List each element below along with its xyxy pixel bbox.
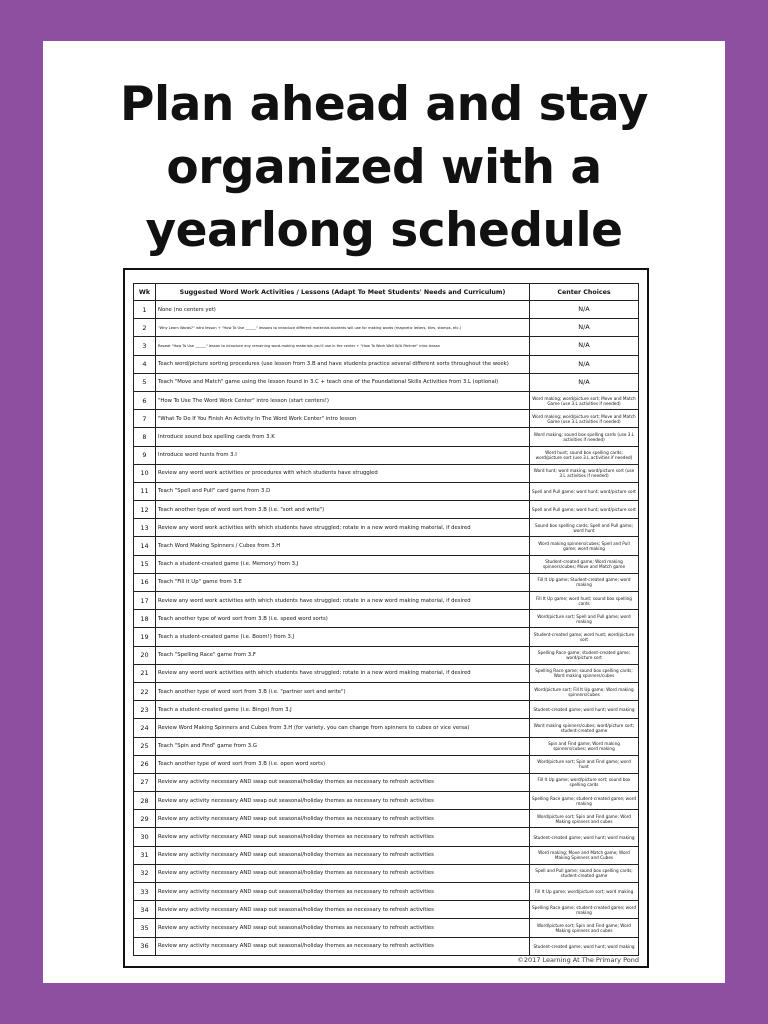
- activity-cell: Teach a student-created game (i.e. Boom!) from 3.J: [156, 628, 530, 646]
- center-choices-cell: Word making; word/picture sort; Move and Match Game (use 3.L activities if needed): [530, 410, 639, 428]
- table-row: [134, 773, 639, 791]
- headline-line-1: Plan ahead and stay: [120, 77, 648, 132]
- center-choices-cell: Student-created game; word hunt; word making: [530, 828, 639, 846]
- week-number: 27: [134, 773, 156, 791]
- center-choices-cell: Word/picture sort; Spin and Find game; Word Making spinners and cubes: [530, 919, 639, 937]
- headline-line-3: yearlong schedule: [145, 203, 623, 258]
- headline-line-2: organized with a: [166, 140, 602, 195]
- table-row: [134, 937, 639, 955]
- activity-cell: Review any activity necessary AND swap out seasonal/holiday themes as necessary to refresh activities: [156, 864, 530, 882]
- copyright-footer: ©2017 Learning At The Primary Pond: [517, 956, 639, 964]
- activity-cell: Review any word work activities or procedures with which students have struggled: [156, 464, 530, 482]
- week-number: 23: [134, 701, 156, 719]
- activity-cell: "What To Do If You Finish An Activity In The Word Work Center" intro lesson: [156, 410, 530, 428]
- activity-cell: Review any activity necessary AND swap out seasonal/holiday themes as necessary to refresh activities: [156, 901, 530, 919]
- center-choices-cell: N/A: [530, 319, 639, 337]
- week-number: 10: [134, 464, 156, 482]
- activity-cell: Repeat "How To Use ______" lesson to introduce any remaining word-making materials you'll use in the center + "How To Work Well W/A Partner" intro lesson: [156, 337, 530, 355]
- table-row: [134, 355, 639, 373]
- activity-cell: None (no centers yet): [156, 301, 530, 319]
- table-row: [134, 646, 639, 664]
- week-number: 30: [134, 828, 156, 846]
- table-row: [134, 410, 639, 428]
- week-number: 34: [134, 901, 156, 919]
- week-number: 36: [134, 937, 156, 955]
- center-choices-cell: Spell and Pull game; word hunt; word/picture sort: [530, 482, 639, 500]
- table-row: [134, 864, 639, 882]
- week-number: 2: [134, 319, 156, 337]
- table-row: [134, 391, 639, 409]
- activity-cell: Review any activity necessary AND swap out seasonal/holiday themes as necessary to refresh activities: [156, 773, 530, 791]
- center-choices-cell: Spell and Pull game; word hunt; word/picture sort: [530, 501, 639, 519]
- header-center-choices: Center Choices: [530, 284, 639, 301]
- week-number: 18: [134, 610, 156, 628]
- center-choices-cell: Spin and Find game; Word making spinners/cubes; word making: [530, 737, 639, 755]
- center-choices-cell: Word/picture sort; Fill It Up game; Word making spinners/cubes: [530, 682, 639, 700]
- activity-cell: Review any activity necessary AND swap out seasonal/holiday themes as necessary to refresh activities: [156, 828, 530, 846]
- table-row: [134, 901, 639, 919]
- center-choices-cell: Spelling Race game; student-created game; word making: [530, 901, 639, 919]
- week-number: 35: [134, 919, 156, 937]
- center-choices-cell: Word making; Move and Match game; Word Making Spinners and Cubes: [530, 846, 639, 864]
- week-number: 14: [134, 537, 156, 555]
- center-choices-cell: N/A: [530, 337, 639, 355]
- center-choices-cell: Word making; sound box spelling cards (use 3.L activities if needed): [530, 428, 639, 446]
- activity-cell: Teach "Fill It Up" game from 3.E: [156, 573, 530, 591]
- center-choices-cell: Word making spinners/cubes; Spell and Pull game; word making: [530, 537, 639, 555]
- week-number: 3: [134, 337, 156, 355]
- week-number: 8: [134, 428, 156, 446]
- week-number: 4: [134, 355, 156, 373]
- activity-cell: Teach "Spelling Race" game from 3.F: [156, 646, 530, 664]
- table-row: [134, 537, 639, 555]
- table-row: [134, 792, 639, 810]
- week-number: 15: [134, 555, 156, 573]
- activity-cell: Teach another type of word sort from 3.B (i.e. "sort and write"): [156, 501, 530, 519]
- activity-cell: Review any activity necessary AND swap out seasonal/holiday themes as necessary to refresh activities: [156, 883, 530, 901]
- activity-cell: Review Word Making Spinners and Cubes from 3.H (for variety, you can change from spinners to cubes or vice versa): [156, 719, 530, 737]
- table-row: [134, 828, 639, 846]
- activity-cell: Teach Word Making Spinners / Cubes from 3.H: [156, 537, 530, 555]
- table-row: [134, 301, 639, 319]
- activity-cell: Teach another type of word sort from 3.B (i.e. open word sorts): [156, 755, 530, 773]
- table-row: [134, 519, 639, 537]
- header-week: Wk: [134, 284, 156, 301]
- activity-cell: Review any activity necessary AND swap out seasonal/holiday themes as necessary to refresh activities: [156, 810, 530, 828]
- schedule-table: [133, 283, 639, 956]
- center-choices-cell: Spelling Race game; student-created game; word/picture sort: [530, 646, 639, 664]
- center-choices-cell: Word making spinners/cubes; word/picture sort; student-created game: [530, 719, 639, 737]
- header-activities: Suggested Word Work Activities / Lessons (Adapt To Meet Students' Needs and Curriculum): [156, 284, 530, 301]
- center-choices-cell: Word/picture sort; Spin and Find game; Word Making spinners and cubes: [530, 810, 639, 828]
- week-number: 16: [134, 573, 156, 591]
- center-choices-cell: N/A: [530, 355, 639, 373]
- center-choices-cell: Spelling Race game; sound box spelling cards; Word making spinners/cubes: [530, 664, 639, 682]
- week-number: 22: [134, 682, 156, 700]
- table-row: [134, 719, 639, 737]
- center-choices-cell: Word making; word/picture sort; Move and Match Game (use 3.L activities if needed): [530, 391, 639, 409]
- table-row: [134, 883, 639, 901]
- activity-cell: Teach "Move and Match" game using the lesson found in 3.C + teach one of the Foundational Skills Activities from 3.L (optional): [156, 373, 530, 391]
- week-number: 32: [134, 864, 156, 882]
- table-row: [134, 664, 639, 682]
- week-number: 29: [134, 810, 156, 828]
- activity-cell: Introduce sound box spelling cards from 3.K: [156, 428, 530, 446]
- week-number: 24: [134, 719, 156, 737]
- activity-cell: Review any word work activities with which students have struggled; rotate in a new word making material, if desired: [156, 592, 530, 610]
- table-row: [134, 373, 639, 391]
- activity-cell: Review any activity necessary AND swap out seasonal/holiday themes as necessary to refresh activities: [156, 919, 530, 937]
- week-number: 31: [134, 846, 156, 864]
- table-row: [134, 701, 639, 719]
- center-choices-cell: Fill It Up game; word/picture sort; word making: [530, 883, 639, 901]
- center-choices-cell: Word hunt; sound box spelling cards; word/picture sort (use 3.L activities if needed): [530, 446, 639, 464]
- table-row: [134, 919, 639, 937]
- week-number: 25: [134, 737, 156, 755]
- activity-cell: Review any activity necessary AND swap out seasonal/holiday themes as necessary to refresh activities: [156, 792, 530, 810]
- activity-cell: Review any word work activities with which students have struggled; rotate in a new word making material, if desired: [156, 664, 530, 682]
- table-row: [134, 555, 639, 573]
- table-row: [134, 319, 639, 337]
- activity-cell: Review any word work activities with which students have struggled; rotate in a new word making material, if desired: [156, 519, 530, 537]
- center-choices-cell: Fill It Up game; word/picture sort; sound box spelling cards: [530, 773, 639, 791]
- table-row: [134, 610, 639, 628]
- center-choices-cell: Word hunt; word making; word/picture sort (use 3.L activities if needed): [530, 464, 639, 482]
- center-choices-cell: Student-created game; word hunt; word making: [530, 701, 639, 719]
- poster-card: [43, 41, 725, 983]
- headline: [43, 73, 725, 262]
- center-choices-cell: N/A: [530, 301, 639, 319]
- week-number: 28: [134, 792, 156, 810]
- center-choices-cell: Word/picture sort; Spin and Find game; word hunt: [530, 755, 639, 773]
- week-number: 21: [134, 664, 156, 682]
- activity-cell: "Why Learn Words?" intro lesson + "How To Use ______" lessons to introduce different materials students will use for making words (magnetic letters, tiles, stamps, etc.): [156, 319, 530, 337]
- activity-cell: Teach another type of word sort from 3.B (i.e. "partner sort and write"): [156, 682, 530, 700]
- activity-cell: Teach a student-created game (i.e. Memory) from 3.J: [156, 555, 530, 573]
- center-choices-cell: Student-created game; word hunt; word making: [530, 937, 639, 955]
- table-row: [134, 810, 639, 828]
- center-choices-cell: Spelling Race game; student-created game; word making: [530, 792, 639, 810]
- week-number: 1: [134, 301, 156, 319]
- week-number: 12: [134, 501, 156, 519]
- week-number: 11: [134, 482, 156, 500]
- week-number: 17: [134, 592, 156, 610]
- activity-cell: Review any activity necessary AND swap out seasonal/holiday themes as necessary to refresh activities: [156, 846, 530, 864]
- activity-cell: Teach a student-created game (i.e. Bingo) from 3.J: [156, 701, 530, 719]
- week-number: 6: [134, 391, 156, 409]
- table-row: [134, 337, 639, 355]
- table-row: [134, 446, 639, 464]
- week-number: 5: [134, 373, 156, 391]
- center-choices-cell: Spell and Pull game; sound box spelling cards; student-created game: [530, 864, 639, 882]
- center-choices-cell: Sound box spelling cards; Spell and Pull game; word hunt: [530, 519, 639, 537]
- center-choices-cell: Fill It Up game; Student-created game; word making: [530, 573, 639, 591]
- activity-cell: Teach "Spell and Pull" card game from 3.D: [156, 482, 530, 500]
- activity-cell: Introduce word hunts from 3.I: [156, 446, 530, 464]
- week-number: 9: [134, 446, 156, 464]
- center-choices-cell: Word/picture sort; Spell and Pull game; word making: [530, 610, 639, 628]
- activity-cell: Teach "Spin and Find" game from 3.G: [156, 737, 530, 755]
- table-row: [134, 682, 639, 700]
- table-row: [134, 464, 639, 482]
- center-choices-cell: Fill It Up game; word hunt; sound box spelling cards: [530, 592, 639, 610]
- center-choices-cell: N/A: [530, 373, 639, 391]
- table-header-row: [134, 284, 639, 301]
- center-choices-cell: Student-created game; Word making spinners/cubes; Move and Match game: [530, 555, 639, 573]
- table-row: [134, 573, 639, 591]
- week-number: 26: [134, 755, 156, 773]
- table-row: [134, 737, 639, 755]
- table-row: [134, 482, 639, 500]
- center-choices-cell: Student-created game; word hunt; word/picture sort: [530, 628, 639, 646]
- activity-cell: "How To Use The Word Work Center" intro lesson (start centers!): [156, 391, 530, 409]
- table-body: [134, 301, 639, 956]
- week-number: 20: [134, 646, 156, 664]
- table-row: [134, 846, 639, 864]
- table-row: [134, 592, 639, 610]
- activity-cell: Teach another type of word sort from 3.B (i.e. speed word sorts): [156, 610, 530, 628]
- table-row: [134, 755, 639, 773]
- activity-cell: Teach word/picture sorting procedures (use lesson from 3.B and have students practice several different sorts throughout the week): [156, 355, 530, 373]
- week-number: 13: [134, 519, 156, 537]
- week-number: 7: [134, 410, 156, 428]
- schedule-sheet: [123, 268, 649, 968]
- table-row: [134, 428, 639, 446]
- week-number: 19: [134, 628, 156, 646]
- week-number: 33: [134, 883, 156, 901]
- activity-cell: Review any activity necessary AND swap out seasonal/holiday themes as necessary to refresh activities: [156, 937, 530, 955]
- table-row: [134, 628, 639, 646]
- table-row: [134, 501, 639, 519]
